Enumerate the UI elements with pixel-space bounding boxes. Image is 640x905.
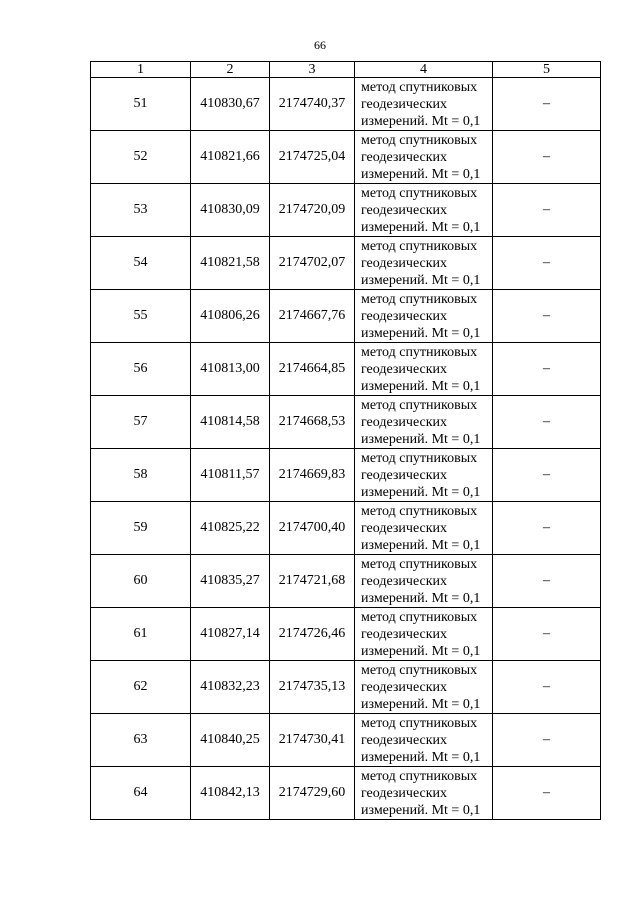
table-row [91, 661, 601, 714]
x-coordinate-cell: 410813,00 [191, 343, 270, 396]
table-row [91, 396, 601, 449]
y-coordinate-cell: 2174668,53 [270, 396, 355, 449]
method-line: геодезических [361, 573, 448, 589]
table-row [91, 555, 601, 608]
y-coordinate-cell: 2174669,83 [270, 449, 355, 502]
method-line: измерений. Mt = 0,1 [361, 272, 481, 288]
method-line: геодезических [361, 679, 448, 695]
point-number-cell: 52 [91, 131, 191, 184]
y-coordinate-cell: 2174667,76 [270, 290, 355, 343]
method-line: измерений. Mt = 0,1 [361, 431, 481, 447]
method-cell [355, 767, 493, 820]
method-line: измерений. Mt = 0,1 [361, 166, 481, 182]
header-cell-2: 2 [191, 62, 270, 78]
method-line: метод спутниковых [361, 503, 478, 519]
method-line: метод спутниковых [361, 450, 478, 466]
column-5-cell: – [493, 343, 601, 396]
column-5-cell: – [493, 184, 601, 237]
method-line: измерений. Mt = 0,1 [361, 219, 481, 235]
table-row [91, 131, 601, 184]
header-cell-1: 1 [91, 62, 191, 78]
table-row [91, 78, 601, 131]
method-line: геодезических [361, 520, 448, 536]
x-coordinate-cell: 410830,67 [191, 78, 270, 131]
method-line: метод спутниковых [361, 609, 478, 625]
x-coordinate-cell: 410811,57 [191, 449, 270, 502]
y-coordinate-cell: 2174735,13 [270, 661, 355, 714]
point-number-cell: 56 [91, 343, 191, 396]
table-row [91, 237, 601, 290]
y-coordinate-cell: 2174664,85 [270, 343, 355, 396]
method-line: метод спутниковых [361, 768, 478, 784]
method-line: геодезических [361, 202, 448, 218]
method-line: метод спутниковых [361, 556, 478, 572]
table-row [91, 449, 601, 502]
y-coordinate-cell: 2174730,41 [270, 714, 355, 767]
table-row [91, 184, 601, 237]
page-number: 66 [314, 38, 326, 52]
method-line: измерений. Mt = 0,1 [361, 378, 481, 394]
method-line: измерений. Mt = 0,1 [361, 113, 481, 129]
method-line: метод спутниковых [361, 344, 478, 360]
method-line: метод спутниковых [361, 185, 478, 201]
column-5-cell: – [493, 608, 601, 661]
method-line: геодезических [361, 255, 448, 271]
y-coordinate-cell: 2174702,07 [270, 237, 355, 290]
point-number-cell: 51 [91, 78, 191, 131]
method-cell [355, 502, 493, 555]
method-line: измерений. Mt = 0,1 [361, 802, 481, 818]
method-cell [355, 237, 493, 290]
header-cell-3: 3 [270, 62, 355, 78]
header-cell-4: 4 [355, 62, 493, 78]
method-line: метод спутниковых [361, 238, 478, 254]
method-cell [355, 290, 493, 343]
method-line: геодезических [361, 308, 448, 324]
method-line: геодезических [361, 149, 448, 165]
table-header-row [91, 62, 601, 78]
column-5-cell: – [493, 502, 601, 555]
method-line: измерений. Mt = 0,1 [361, 484, 481, 500]
y-coordinate-cell: 2174729,60 [270, 767, 355, 820]
method-cell [355, 608, 493, 661]
point-number-cell: 60 [91, 555, 191, 608]
point-number-cell: 62 [91, 661, 191, 714]
x-coordinate-cell: 410821,66 [191, 131, 270, 184]
x-coordinate-cell: 410842,13 [191, 767, 270, 820]
point-number-cell: 64 [91, 767, 191, 820]
method-line: измерений. Mt = 0,1 [361, 325, 481, 341]
table-body [91, 62, 601, 820]
coordinates-table [90, 61, 601, 820]
method-line: геодезических [361, 414, 448, 430]
column-5-cell: – [493, 661, 601, 714]
method-line: метод спутниковых [361, 291, 478, 307]
column-5-cell: – [493, 131, 601, 184]
method-line: измерений. Mt = 0,1 [361, 643, 481, 659]
method-cell [355, 661, 493, 714]
column-5-cell: – [493, 396, 601, 449]
x-coordinate-cell: 410806,26 [191, 290, 270, 343]
x-coordinate-cell: 410835,27 [191, 555, 270, 608]
point-number-cell: 54 [91, 237, 191, 290]
point-number-cell: 55 [91, 290, 191, 343]
x-coordinate-cell: 410827,14 [191, 608, 270, 661]
method-cell [355, 714, 493, 767]
point-number-cell: 63 [91, 714, 191, 767]
y-coordinate-cell: 2174720,09 [270, 184, 355, 237]
point-number-cell: 53 [91, 184, 191, 237]
column-5-cell: – [493, 555, 601, 608]
x-coordinate-cell: 410825,22 [191, 502, 270, 555]
method-cell [355, 449, 493, 502]
point-number-cell: 57 [91, 396, 191, 449]
y-coordinate-cell: 2174740,37 [270, 78, 355, 131]
x-coordinate-cell: 410814,58 [191, 396, 270, 449]
method-line: метод спутниковых [361, 79, 478, 95]
method-cell [355, 184, 493, 237]
method-line: геодезических [361, 361, 448, 377]
method-line: метод спутниковых [361, 715, 478, 731]
y-coordinate-cell: 2174700,40 [270, 502, 355, 555]
table-row [91, 343, 601, 396]
y-coordinate-cell: 2174721,68 [270, 555, 355, 608]
column-5-cell: – [493, 767, 601, 820]
method-line: метод спутниковых [361, 397, 478, 413]
point-number-cell: 59 [91, 502, 191, 555]
table-row [91, 502, 601, 555]
column-5-cell: – [493, 714, 601, 767]
method-line: измерений. Mt = 0,1 [361, 696, 481, 712]
method-cell [355, 131, 493, 184]
header-cell-5: 5 [493, 62, 601, 78]
method-line: измерений. Mt = 0,1 [361, 590, 481, 606]
method-line: геодезических [361, 467, 448, 483]
x-coordinate-cell: 410830,09 [191, 184, 270, 237]
x-coordinate-cell: 410832,23 [191, 661, 270, 714]
column-5-cell: – [493, 449, 601, 502]
table-row [91, 767, 601, 820]
table-row [91, 714, 601, 767]
method-line: метод спутниковых [361, 132, 478, 148]
point-number-cell: 58 [91, 449, 191, 502]
point-number-cell: 61 [91, 608, 191, 661]
method-cell [355, 343, 493, 396]
method-cell [355, 555, 493, 608]
table-row [91, 608, 601, 661]
x-coordinate-cell: 410840,25 [191, 714, 270, 767]
y-coordinate-cell: 2174725,04 [270, 131, 355, 184]
method-line: измерений. Mt = 0,1 [361, 537, 481, 553]
method-line: измерений. Mt = 0,1 [361, 749, 481, 765]
table-row [91, 290, 601, 343]
method-line: геодезических [361, 785, 448, 801]
method-line: геодезических [361, 626, 448, 642]
y-coordinate-cell: 2174726,46 [270, 608, 355, 661]
method-line: геодезических [361, 96, 448, 112]
method-line: метод спутниковых [361, 662, 478, 678]
method-cell [355, 396, 493, 449]
column-5-cell: – [493, 78, 601, 131]
method-cell [355, 78, 493, 131]
method-line: геодезических [361, 732, 448, 748]
x-coordinate-cell: 410821,58 [191, 237, 270, 290]
column-5-cell: – [493, 237, 601, 290]
column-5-cell: – [493, 290, 601, 343]
